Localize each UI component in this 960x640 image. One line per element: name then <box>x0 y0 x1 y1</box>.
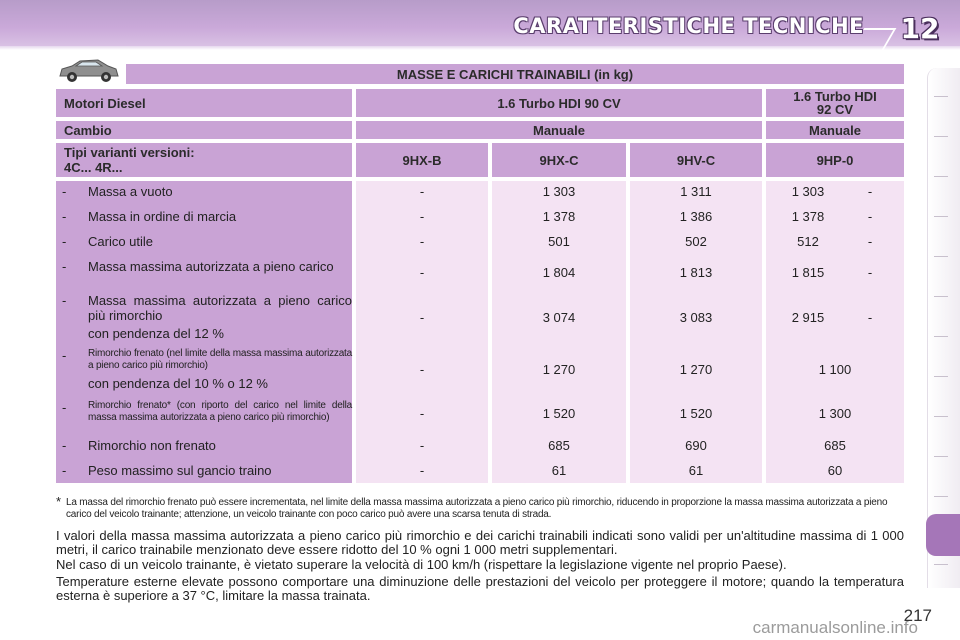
variants-label <box>56 143 352 177</box>
side-tab-divider <box>934 216 948 217</box>
chapter-badge: 12 <box>900 11 940 45</box>
table-row-label <box>62 348 352 391</box>
table-cell: 1 100 <box>818 362 852 377</box>
table-row-label <box>62 400 352 424</box>
side-tab-divider <box>934 496 948 497</box>
table-cell: 1 378 <box>542 209 576 224</box>
page-title: CARATTERISTICHE TECNICHE <box>513 14 864 38</box>
variant-header: 9HP-0 <box>766 143 904 177</box>
row-dash: - <box>62 234 67 249</box>
gearbox-col1: Manuale <box>356 121 762 139</box>
table-cell: 512 <box>797 234 819 249</box>
table-cell: - <box>419 310 425 325</box>
row-dash: - <box>62 438 67 453</box>
table-row-label <box>62 463 352 478</box>
table-cell: 1 813 <box>679 265 713 280</box>
page-number: 217 <box>903 606 932 625</box>
row-label-text: Massa massima autorizzata a pieno carico <box>88 259 334 274</box>
table-cell: - <box>867 184 873 199</box>
table-cell: - <box>867 209 873 224</box>
variants-label-line1: Tipi varianti versioni: <box>64 145 195 160</box>
table-cell: 1 378 <box>791 209 825 224</box>
engine-col2 <box>766 89 904 117</box>
table-cell: 1 520 <box>679 406 713 421</box>
engine-col2-line1: 1.6 Turbo HDI <box>793 89 877 104</box>
row-label-text: Carico utile <box>88 234 154 249</box>
table-cell: 60 <box>827 463 843 478</box>
variant-header: 9HX-B <box>356 143 488 177</box>
table-cell: 685 <box>548 438 570 453</box>
row-label-sub: con pendenza del 10 % o 12 % <box>88 376 268 391</box>
row-dash: - <box>62 209 67 224</box>
engine-label: Motori Diesel <box>56 89 352 117</box>
row-label-text: Rimorchio non frenato <box>88 438 216 453</box>
table-cell: 501 <box>548 234 570 249</box>
side-tab-divider <box>934 96 948 97</box>
table-cell: - <box>419 184 425 199</box>
table-cell: 1 300 <box>818 406 852 421</box>
table-cell: - <box>419 438 425 453</box>
table-cell: 61 <box>551 463 567 478</box>
row-dash: - <box>62 463 67 478</box>
table-cell: 1 815 <box>791 265 825 280</box>
footnote <box>56 494 904 521</box>
side-tab-divider <box>934 256 948 257</box>
watermark: carmanualsonline.info <box>752 618 918 637</box>
table-cell: 1 804 <box>542 265 576 280</box>
table-cell: - <box>419 463 425 478</box>
table-row-label <box>62 209 352 224</box>
table-row-label <box>62 234 352 249</box>
gearbox-label: Cambio <box>56 121 352 139</box>
side-tab-divider <box>934 376 948 377</box>
car-icon <box>56 58 120 84</box>
table-cell: 2 915 <box>791 310 825 325</box>
row-dash: - <box>62 348 67 363</box>
table-title: MASSE E CARICHI TRAINABILI (in kg) <box>126 64 904 84</box>
table-cell: 502 <box>685 234 707 249</box>
table-cell: 1 270 <box>679 362 713 377</box>
table-cell: - <box>419 406 425 421</box>
paragraph-altitude: I valori della massa massima autorizzata a pieno carico più rimorchio e dei carichi trainabili indicati sono validi per un'altitudine massima di 1 000 metri, il carico trainabile menzionato deve essere ridotto del 10 % ogni 1 000 metri supplementari. <box>56 528 904 557</box>
paragraph-temperature: Temperature esterne elevate possono comportare una diminuzione delle prestazioni del veicolo per proteggere il motore; quando la temperatura esterna è superiore a 37 °C, limitare la massa trainata. <box>56 574 904 603</box>
footnote-star: * <box>56 494 61 509</box>
side-tabs <box>927 68 960 588</box>
table-cell: 1 520 <box>542 406 576 421</box>
variant-header: 9HV-C <box>630 143 762 177</box>
row-dash: - <box>62 400 67 415</box>
footnote-text: La massa del rimorchio frenato può essere incrementata, nel limite della massa massima autorizzata a pieno carico più rimorchio, riducendo in proporzione la massa massima autorizzata a pieno carico del veicolo trainante; attenzione, un veicolo trainante con poco carico può avere una scarsa tenuta di strada. <box>66 497 888 520</box>
table-cell: 690 <box>685 438 707 453</box>
table-row-label <box>62 293 352 341</box>
table-row-label <box>62 259 352 274</box>
table-cell: 3 074 <box>542 310 576 325</box>
row-dash: - <box>62 259 67 274</box>
side-tab-divider <box>934 564 948 565</box>
side-tab-divider <box>934 456 948 457</box>
row-label-text: Rimorchio frenato* (con riporto del carico nel limite della massa massima autorizzata a pieno carico più rimorchio) <box>88 400 352 423</box>
paragraph-speed: Nel caso di un veicolo trainante, è vietato superare la velocità di 100 km/h (rispettare la legislazione vigente nel proprio Paese). <box>56 557 787 572</box>
side-tab-divider <box>934 176 948 177</box>
table-row-label <box>62 438 352 453</box>
table-cell: 1 311 <box>680 184 712 199</box>
table-cell: - <box>867 234 873 249</box>
side-tab-divider <box>934 416 948 417</box>
table-cell: - <box>419 265 425 280</box>
table-cell: 1 270 <box>542 362 576 377</box>
variant-header: 9HX-C <box>492 143 626 177</box>
side-tab-divider <box>934 296 948 297</box>
table-cell: - <box>419 209 425 224</box>
table-cell: 1 386 <box>679 209 713 224</box>
variants-label-line2: 4C... 4R... <box>64 160 123 175</box>
row-label-text: Massa massima autorizzata a pieno carico più rimorchio <box>88 293 352 323</box>
table-cell: 1 303 <box>791 184 825 199</box>
row-label-sub: con pendenza del 12 % <box>88 326 224 341</box>
table-row-label <box>62 184 352 199</box>
side-tab-divider <box>934 136 948 137</box>
table-cell: 3 083 <box>679 310 713 325</box>
row-label-text: Massa in ordine di marcia <box>88 209 237 224</box>
row-label-text: Rimorchio frenato (nel limite della massa massima autorizzata a pieno carico più rimorchio) <box>88 348 352 371</box>
engine-col1: 1.6 Turbo HDI 90 CV <box>356 89 762 117</box>
gearbox-col2: Manuale <box>766 121 904 139</box>
table-cell: - <box>867 310 873 325</box>
engine-col2-line2: 92 CV <box>816 102 854 117</box>
side-tab-divider <box>934 336 948 337</box>
row-dash: - <box>62 184 67 199</box>
row-label-text: Peso massimo sul gancio traino <box>88 463 272 478</box>
row-dash: - <box>62 293 67 308</box>
row-label-text: Massa a vuoto <box>88 184 173 199</box>
table-cell: 1 303 <box>542 184 576 199</box>
table-cell: - <box>419 362 425 377</box>
table-cell: - <box>419 234 425 249</box>
chapter-tab-active[interactable] <box>926 514 960 556</box>
table-cell: 61 <box>688 463 704 478</box>
table-cell: 685 <box>824 438 846 453</box>
table-cell: - <box>867 265 873 280</box>
